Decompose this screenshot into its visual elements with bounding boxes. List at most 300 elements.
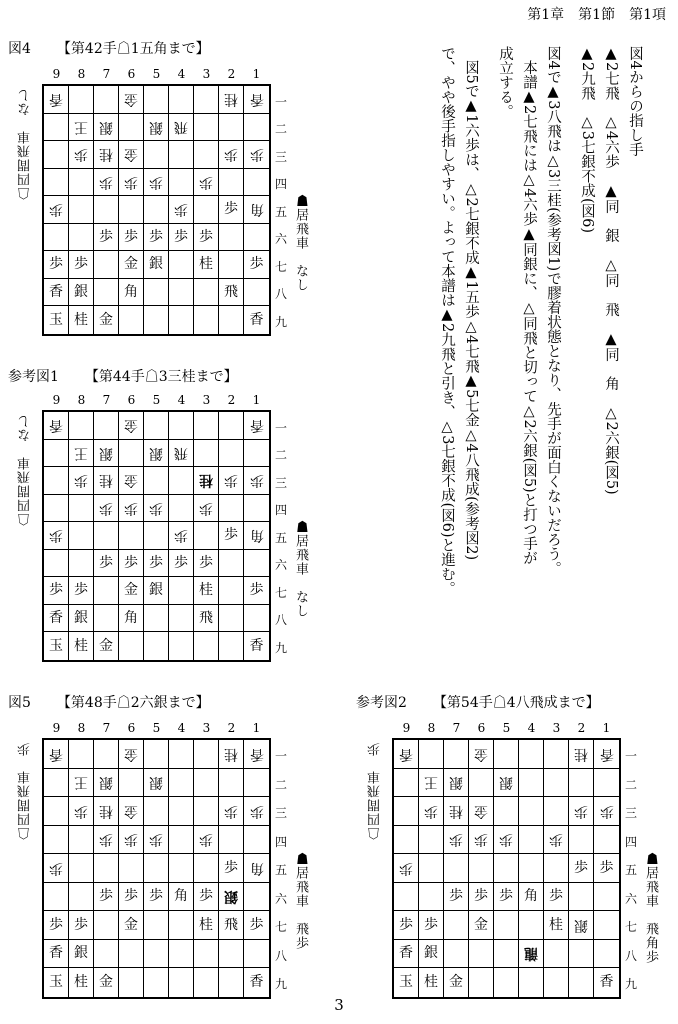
board-square [94,911,119,940]
board-square [69,169,94,197]
board-square [194,141,219,169]
board-square [219,968,244,997]
gote-piece: 金 [124,472,138,489]
board-square [444,797,469,826]
column-number: 7 [102,721,111,735]
sente-piece: 香 [399,945,413,962]
board-square [144,940,169,969]
text-col-7: 図5で▲1六歩は、△2七銀不成▲1五歩△4七飛▲5七金△4八飛成(参考図2) [463,60,479,561]
sente-piece: 歩 [99,554,113,571]
board-square [144,279,169,307]
board-square [119,522,144,550]
diagram-sanko1 [8,366,308,661]
board-square [594,797,619,826]
board-square [194,196,219,224]
gote-piece: 歩 [499,831,513,848]
gote-piece: 歩 [174,527,188,544]
board-square [194,605,219,633]
board-square [94,632,119,660]
sente-piece: 銀 [149,582,163,599]
board-square [169,141,194,169]
board-square [394,826,419,855]
board-square [219,306,244,334]
board-square [169,114,194,142]
gote-piece: 銀 [574,916,588,933]
sente-piece: 銀 [149,256,163,273]
sente-piece: 香 [49,945,63,962]
board-square [144,141,169,169]
sente-piece: 歩 [399,916,413,933]
gote-piece: 銀 [499,774,513,791]
board-square [44,740,69,769]
board-square [169,940,194,969]
sente-piece: 歩 [149,228,163,245]
board-square [494,968,519,997]
board-square [119,940,144,969]
board-square [169,632,194,660]
board-square [119,883,144,912]
board-square [519,968,544,997]
board-square [94,883,119,912]
board-square [94,306,119,334]
board-square [94,279,119,307]
column-numbers [44,721,269,735]
text-col-6: 成立する。 [497,46,513,119]
sente-piece: 桂 [199,582,213,599]
board-square [69,141,94,169]
board-square [119,797,144,826]
board-square [69,412,94,440]
gote-piece: 歩 [199,831,213,848]
board-square [169,251,194,279]
board-square [144,114,169,142]
sente-piece: 歩 [199,888,213,905]
row-number: 一 [275,94,288,109]
board-square [119,279,144,307]
gote-piece: 銀 [99,118,113,135]
board-square [594,740,619,769]
board-square [94,826,119,855]
board-square [494,854,519,883]
sente-hand: ☗居飛車 飛歩 [293,852,308,950]
board-square [219,550,244,578]
board-square [544,740,569,769]
board-square [44,440,69,468]
diagram-move-title: 【第48手☖2六銀まで】 [56,695,210,711]
board-square [144,196,169,224]
board-square [244,251,269,279]
column-number: 2 [227,721,236,735]
board-square [219,854,244,883]
board-square [144,251,169,279]
diagram-title [8,692,210,712]
row-number: 六 [275,232,288,247]
row-number: 一 [275,420,288,435]
board-square [494,911,519,940]
gote-piece: 歩 [224,472,238,489]
gote-piece: 金 [124,146,138,163]
column-number: 8 [77,721,86,735]
text-col-1: 図4からの指し手 [627,46,643,157]
board-square [244,279,269,307]
sente-piece: 歩 [249,256,264,273]
board-square [544,826,569,855]
shogi-board [42,410,271,662]
board-square [219,224,244,252]
column-number: 3 [552,721,561,735]
board-square [94,412,119,440]
gote-piece: 金 [474,802,488,819]
board-square [219,740,244,769]
column-number: 1 [252,721,261,735]
board-square [44,495,69,523]
column-number: 4 [177,67,186,81]
board-square [144,522,169,550]
board-square [69,306,94,334]
board-square [194,854,219,883]
sente-hand: ☗居飛車 なし [293,194,308,292]
board-square [69,495,94,523]
board-square [394,911,419,940]
board-square [244,440,269,468]
gote-piece: 歩 [249,146,264,163]
column-number: 9 [52,393,61,407]
gote-piece: 桂 [449,802,463,819]
column-number: 5 [502,721,511,735]
gote-piece: 銀 [449,774,463,791]
gote-piece: 歩 [474,831,488,848]
sente-piece: 角 [524,888,538,905]
text-col-8: で、やや後手指しやすい。よって本譜は▲2九飛と引き、△3七銀不成(図6)と進む。 [439,46,455,596]
column-number: 7 [102,393,111,407]
board-square [544,769,569,798]
board-square [119,550,144,578]
board-square [219,826,244,855]
gote-piece: 歩 [224,146,238,163]
board-square [444,826,469,855]
board-square [44,911,69,940]
board-square [94,251,119,279]
board-square [194,114,219,142]
row-number: 七 [275,585,288,600]
row-number: 三 [275,806,288,821]
board-square [244,632,269,660]
board-square [244,854,269,883]
gote-piece: 歩 [124,831,138,848]
board-square [119,169,144,197]
sente-piece: 歩 [449,888,463,905]
board-square [69,577,94,605]
sente-piece: 歩 [124,228,138,245]
column-number: 7 [452,721,461,735]
gote-piece: 銀 [149,774,163,791]
board-square [594,826,619,855]
board-square [594,940,619,969]
page-number: 3 [334,996,344,1014]
row-number: 八 [275,613,288,628]
board-square [144,797,169,826]
board-square [69,224,94,252]
diagram-title [8,366,238,386]
sente-piece: 歩 [474,888,488,905]
text-col-5: 本譜▲2七飛には△4六歩▲同銀に、△同飛と切って△2六銀(図5)と打つ手が [521,60,537,566]
gote-piece: 香 [49,417,63,434]
board-square [119,826,144,855]
board-square [144,86,169,114]
board-square [119,412,144,440]
board-square [419,826,444,855]
board-square [94,854,119,883]
board-square [219,196,244,224]
sente-piece: 角 [124,609,138,626]
sente-piece: 桂 [199,916,213,933]
board-square [569,911,594,940]
board-square [119,605,144,633]
board-square [244,605,269,633]
board-square [494,740,519,769]
sente-piece: 金 [99,974,113,991]
board-square [394,883,419,912]
sente-piece: 歩 [74,582,88,599]
sente-piece: 桂 [424,974,438,991]
gote-piece: 桂 [199,472,213,489]
row-number: 一 [625,749,638,764]
board-square [219,440,244,468]
column-number: 5 [152,721,161,735]
gote-piece: 角 [249,527,264,544]
board-square [44,467,69,495]
gote-piece: 金 [124,417,138,434]
diagram-move-title: 【第44手☖3三桂まで】 [84,369,238,385]
board-square [144,968,169,997]
row-number: 二 [275,777,288,792]
board-square [169,883,194,912]
board-square [219,169,244,197]
board-square [244,940,269,969]
board-square [44,940,69,969]
commentary [414,46,642,686]
board-square [544,854,569,883]
text-col-4: 図4で▲3八飛は△3三桂(参考図1)で膠着状態となり、先手が面白くないだろう。 [545,46,561,576]
gote-piece: 歩 [549,831,563,848]
board-square [144,632,169,660]
board-square [169,306,194,334]
board-square [569,797,594,826]
board-square [94,522,119,550]
board-square [44,826,69,855]
board-square [419,769,444,798]
row-number: 七 [275,920,288,935]
column-number: 5 [152,393,161,407]
board-square [44,224,69,252]
gote-piece: 歩 [99,173,113,190]
board-square [519,769,544,798]
sente-piece: 金 [124,916,138,933]
board-square [69,940,94,969]
board-square [69,826,94,855]
board-square [69,854,94,883]
sente-piece: 香 [599,974,614,991]
board-square [144,440,169,468]
sente-piece: 香 [249,637,264,654]
board-square [444,769,469,798]
sente-piece: 歩 [49,256,63,273]
sente-hand: ☗居飛車 なし [293,520,308,618]
board-square [194,769,219,798]
board-square [169,169,194,197]
row-number: 一 [275,749,288,764]
board-square [44,577,69,605]
gote-piece: 金 [124,802,138,819]
column-number: 5 [152,67,161,81]
column-number: 4 [177,721,186,735]
board-square [194,577,219,605]
sente-piece: 金 [474,916,488,933]
column-number: 6 [477,721,486,735]
gote-piece: 歩 [49,201,63,218]
board-square [469,911,494,940]
sente-piece: 銀 [74,609,88,626]
board-square [119,577,144,605]
board-square [194,826,219,855]
board-square [244,306,269,334]
board-square [44,522,69,550]
board-square [119,968,144,997]
gote-piece: 香 [599,745,614,762]
gote-piece: 金 [124,91,138,108]
row-number: 四 [625,834,638,849]
sente-piece: 歩 [199,554,213,571]
board-square [544,911,569,940]
sente-piece: 飛 [224,283,238,300]
gote-piece: 歩 [449,831,463,848]
gote-piece: 桂 [224,745,238,762]
board-square [69,196,94,224]
board-square [119,854,144,883]
diagram-zu4 [8,38,308,328]
sente-piece: 玉 [49,974,63,991]
gote-piece: 王 [424,774,438,791]
sente-piece: 銀 [74,283,88,300]
board-square [219,632,244,660]
text-col-3: ▲2九飛 △3七銀不成(図6) [579,46,595,233]
board-square [444,968,469,997]
board-square [544,940,569,969]
row-number: 四 [275,834,288,849]
board-square [169,86,194,114]
board-square [544,797,569,826]
gote-piece: 香 [399,745,413,762]
board-square [194,632,219,660]
board-square [94,769,119,798]
board-square [394,740,419,769]
row-number: 四 [275,503,288,518]
gote-piece: 王 [74,118,88,135]
board-square [219,522,244,550]
board-square [469,883,494,912]
board-square [219,86,244,114]
gote-piece: 歩 [249,472,264,489]
sente-piece: 歩 [74,916,88,933]
board-square [244,495,269,523]
board-square [444,740,469,769]
board-square [444,883,469,912]
row-number: 五 [275,863,288,878]
diagram-label: 参考図2 [356,695,407,711]
board-square [144,769,169,798]
board-square [119,440,144,468]
board-square [144,550,169,578]
board-square [419,740,444,769]
board-square [519,883,544,912]
sente-piece: 玉 [49,311,63,328]
board-square [219,412,244,440]
row-number: 二 [625,777,638,792]
sente-piece: 桂 [74,974,88,991]
shogi-board [392,738,621,999]
board-square [494,883,519,912]
board-square [169,224,194,252]
column-number: 6 [127,721,136,735]
board-square [244,740,269,769]
board-square [244,467,269,495]
board-square [169,911,194,940]
gote-piece: 龍 [524,945,538,962]
board-square [594,769,619,798]
board-square [194,251,219,279]
board-square [119,141,144,169]
row-number: 六 [275,558,288,573]
board-square [144,883,169,912]
sente-piece: 金 [124,256,138,273]
sente-piece: 歩 [549,888,563,905]
board-square [69,632,94,660]
sente-piece: 歩 [574,859,588,876]
board-square [94,577,119,605]
board-square [69,114,94,142]
board-square [94,86,119,114]
text-col-2: ▲2七飛 △4六歩 ▲同 銀 △同 飛 ▲同 角 △2六銀(図5) [603,46,619,495]
row-number: 二 [275,448,288,463]
board-square [219,940,244,969]
gote-piece: 飛 [174,118,188,135]
board-square [94,196,119,224]
board-square [419,911,444,940]
board-square [444,911,469,940]
board-square [169,196,194,224]
board-square [119,740,144,769]
board-square [144,169,169,197]
sente-piece: 歩 [224,201,238,218]
board-square [169,740,194,769]
sente-piece: 玉 [399,974,413,991]
sente-piece: 歩 [99,228,113,245]
gote-piece: 歩 [99,499,113,516]
gote-piece: 歩 [74,146,88,163]
row-number: 九 [275,977,288,992]
column-number: 8 [427,721,436,735]
gote-piece: 歩 [199,499,213,516]
board-square [244,522,269,550]
board-square [169,797,194,826]
column-number: 8 [77,393,86,407]
gote-piece: 香 [49,745,63,762]
column-number: 4 [527,721,536,735]
board-square [69,550,94,578]
board-square [44,769,69,798]
diagram-sanko2 [356,692,676,992]
board-square [169,467,194,495]
